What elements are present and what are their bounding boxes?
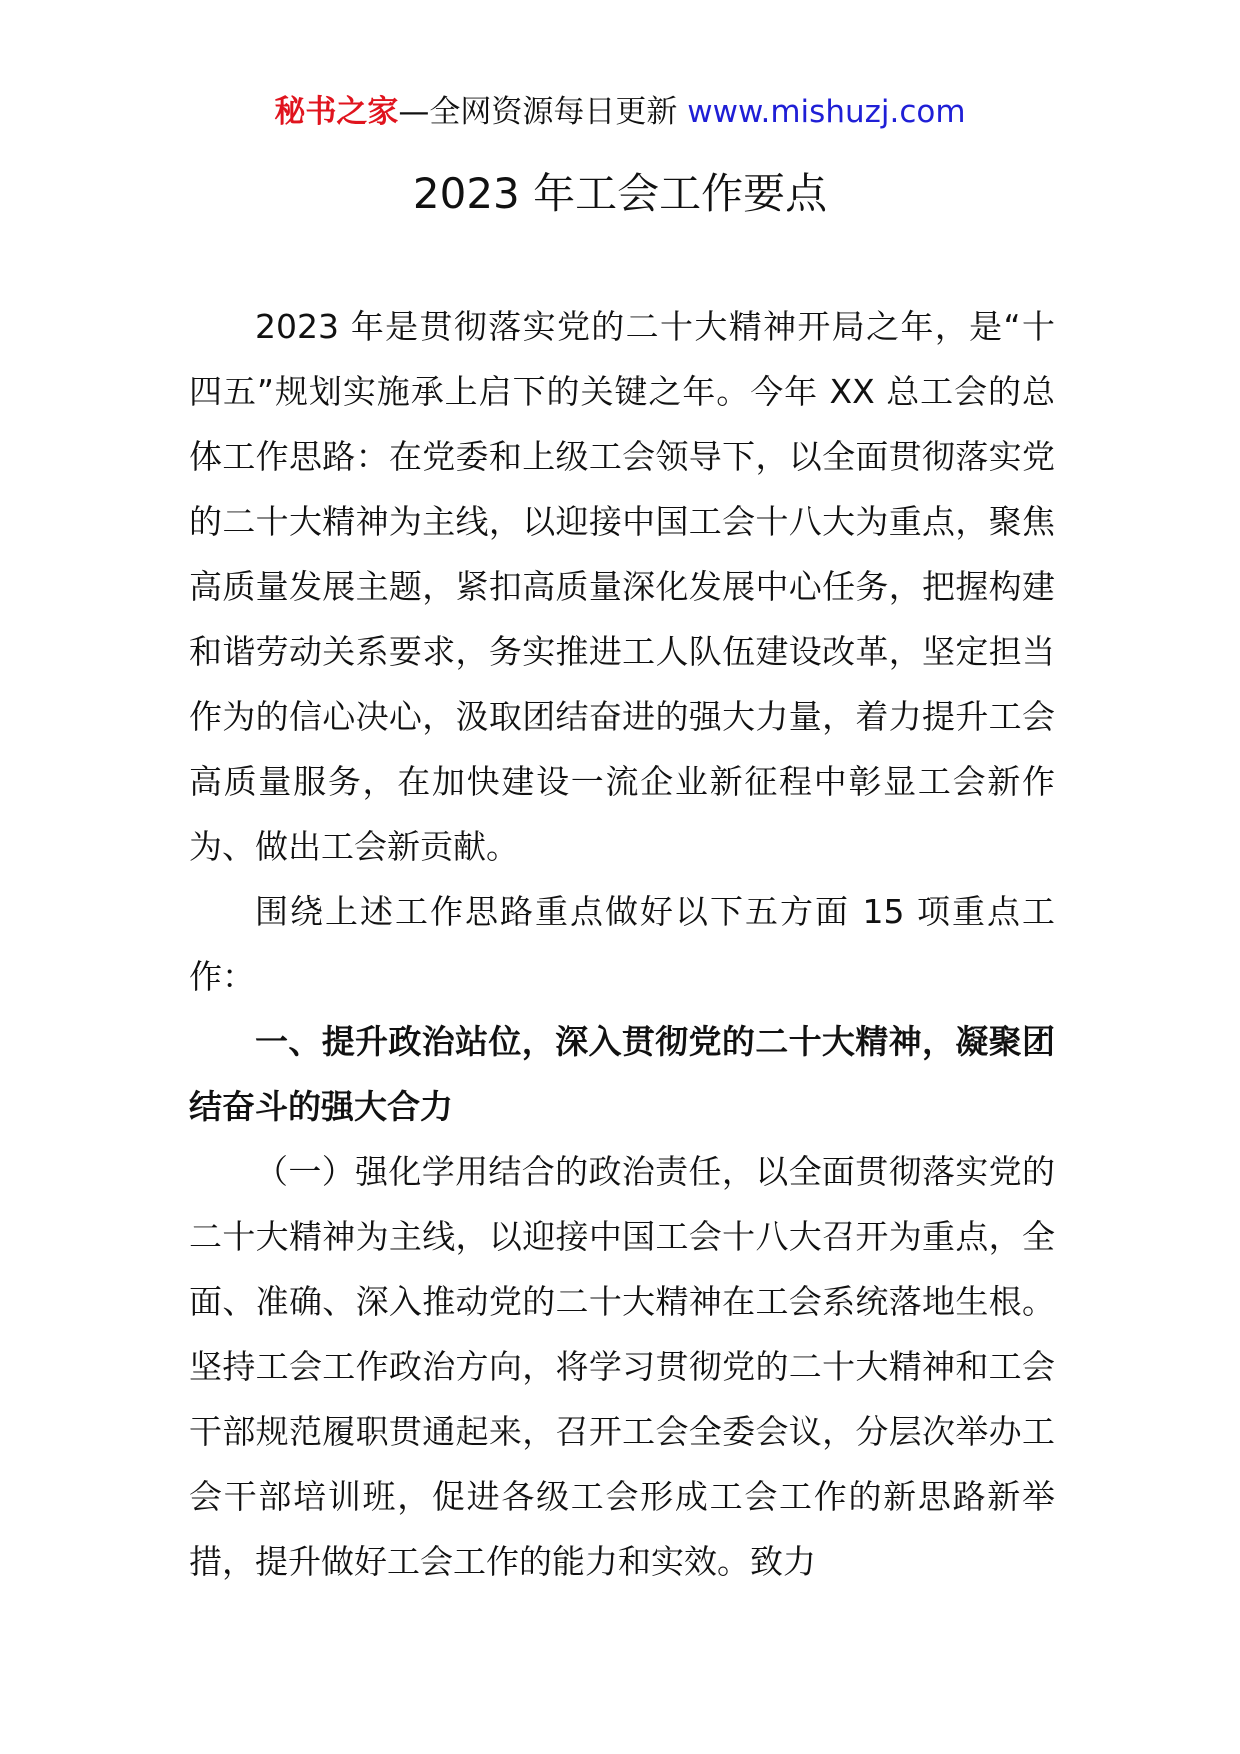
intro-paragraph: 2023 年是贯彻落实党的二十大精神开局之年，是“十四五”规划实施承上启下的关键之年。今年 XX 总工会的总体工作思路：在党委和上级工会领导下，以全面贯彻落实党的二十大精神为主线，以迎接中国工会十八大为重点，聚焦高质量发展主题，紧扣高质量深化发展中心任务，把握构建和谐劳动关系要求，务实推进工人队伍建设改革，坚定担当作为的信心决心，汲取团结奋进的强大力量，着力提升工会高质量服务，在加快建设一流企业新征程中彰显工会新作为、做出工会新贡献。 bbox=[189, 307, 1055, 866]
site-tagline: —全网资源每日更新 bbox=[398, 94, 688, 130]
document-title: 2023 年工会工作要点 bbox=[412, 169, 828, 218]
overview-paragraph: 围绕上述工作思路重点做好以下五方面 15 项重点工作： bbox=[189, 892, 1055, 996]
document-body bbox=[189, 294, 1055, 1594]
section-heading-1: 一、提升政治站位，深入贯彻党的二十大精神，凝聚团结奋斗的强大合力 bbox=[189, 1022, 1055, 1126]
site-url[interactable]: www.mishuzj.com bbox=[687, 94, 966, 130]
site-header bbox=[0, 92, 1240, 132]
site-brand: 秘书之家 bbox=[274, 94, 399, 130]
item-paragraph-1: （一）强化学用结合的政治责任，以全面贯彻落实党的二十大精神为主线，以迎接中国工会十八大召开为重点，全面、准确、深入推动党的二十大精神在工会系统落地生根。坚持工会工作政治方向，将学习贯彻党的二十大精神和工会干部规范履职贯通起来，召开工会全委会议，分层次举办工会干部培训班，促进各级工会形成工会工作的新思路新举措，提升做好工会工作的能力和实效。致力 bbox=[189, 1152, 1055, 1581]
